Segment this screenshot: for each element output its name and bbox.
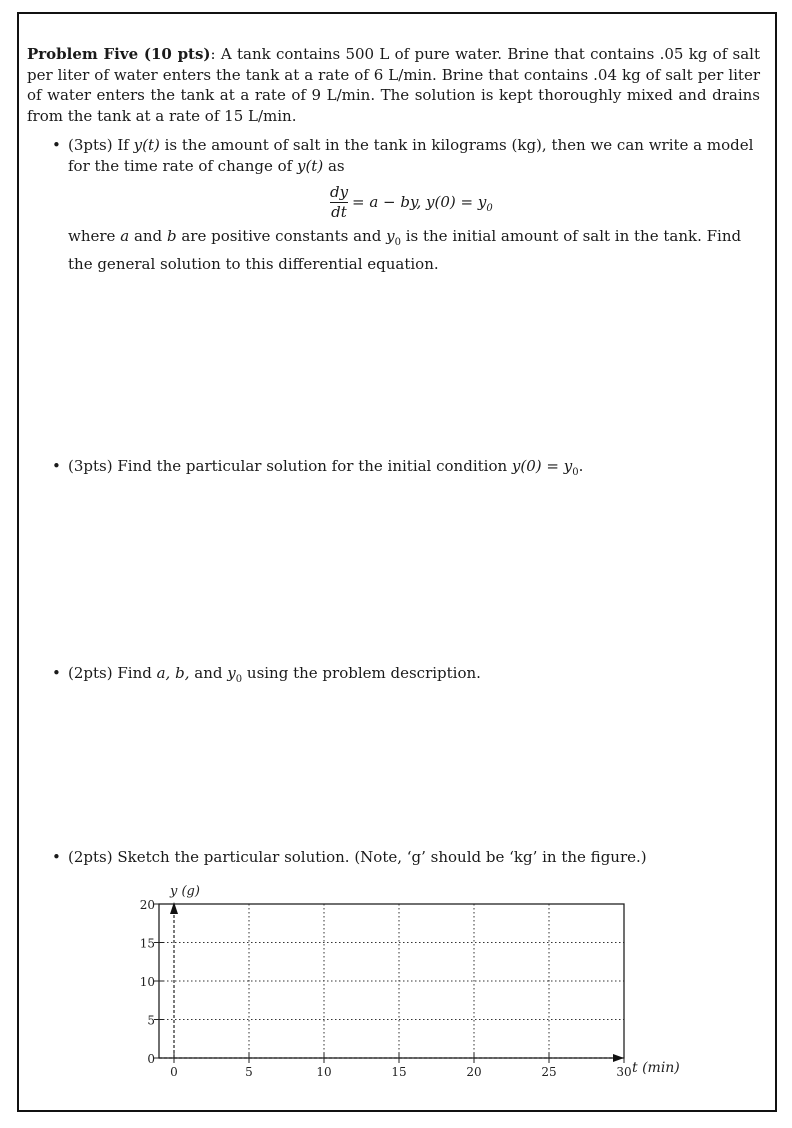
x-tick-label: 25 [541, 1065, 557, 1079]
y-tick-label: 0 [147, 1052, 155, 1066]
part-1-followup: where a and b are positive constants and $y_0$ is the initial amount of salt in the tank. Find the general solution to this differential equation. [68, 227, 742, 273]
bullet-3: • [52, 664, 61, 682]
x-tick-label: 5 [245, 1065, 253, 1079]
chart-axes [159, 902, 624, 1062]
bullet-4: • [52, 848, 61, 866]
chart-grid [159, 904, 624, 1058]
x-tick-label: 15 [391, 1065, 407, 1079]
x-tick-label: 10 [316, 1065, 332, 1079]
x-tick-label: 20 [466, 1065, 482, 1079]
y-tick-label: 20 [139, 898, 155, 912]
chart-ticks [140, 884, 680, 1079]
y-tick-label: 10 [139, 975, 155, 989]
x-axis-arrow [613, 1054, 624, 1062]
y-axis-label: y (g) [170, 884, 200, 899]
part-2-text: (3pts) Find the particular solution for the initial condition $y(0) = y_0$. [68, 457, 584, 478]
y-tick-label: 15 [139, 936, 155, 951]
x-axis-label: t (min) [632, 1060, 680, 1076]
part-3-text: (2pts) Find a, b, and $y_0$ using the problem description. [68, 664, 481, 685]
problem-intro: : A tank contains 500 L of pure water. Brine that contains .05 kg of salt per liter of water enters the tank at a rate of 6 L/min. Brine that contains .04 kg of salt per liter of water enters the tank at a rate of 9 L/min. The solution is kept thoroughly mixed and drains from the tank at a rate of 15 L/min. [27, 45, 760, 125]
bullet-2: • [52, 457, 61, 475]
part-4-text: (2pts) Sketch the particular solution. (Note, ‘g’ should be ‘kg’ in the figure.) [68, 848, 647, 866]
bullet-1: • [52, 136, 61, 154]
x-tick-label: 0 [170, 1065, 178, 1079]
y-tick-label: 5 [147, 1013, 155, 1028]
problem-heading: Problem Five (10 pts) [27, 45, 211, 63]
x-tick-label: 30 [616, 1065, 632, 1079]
part-1-text: (3pts) If y(t) is the amount of salt in the tank in kilograms (kg), then we can write a model for the time rate of change of y(t) as [68, 136, 754, 175]
derivative-fraction: dy dt [330, 183, 349, 221]
